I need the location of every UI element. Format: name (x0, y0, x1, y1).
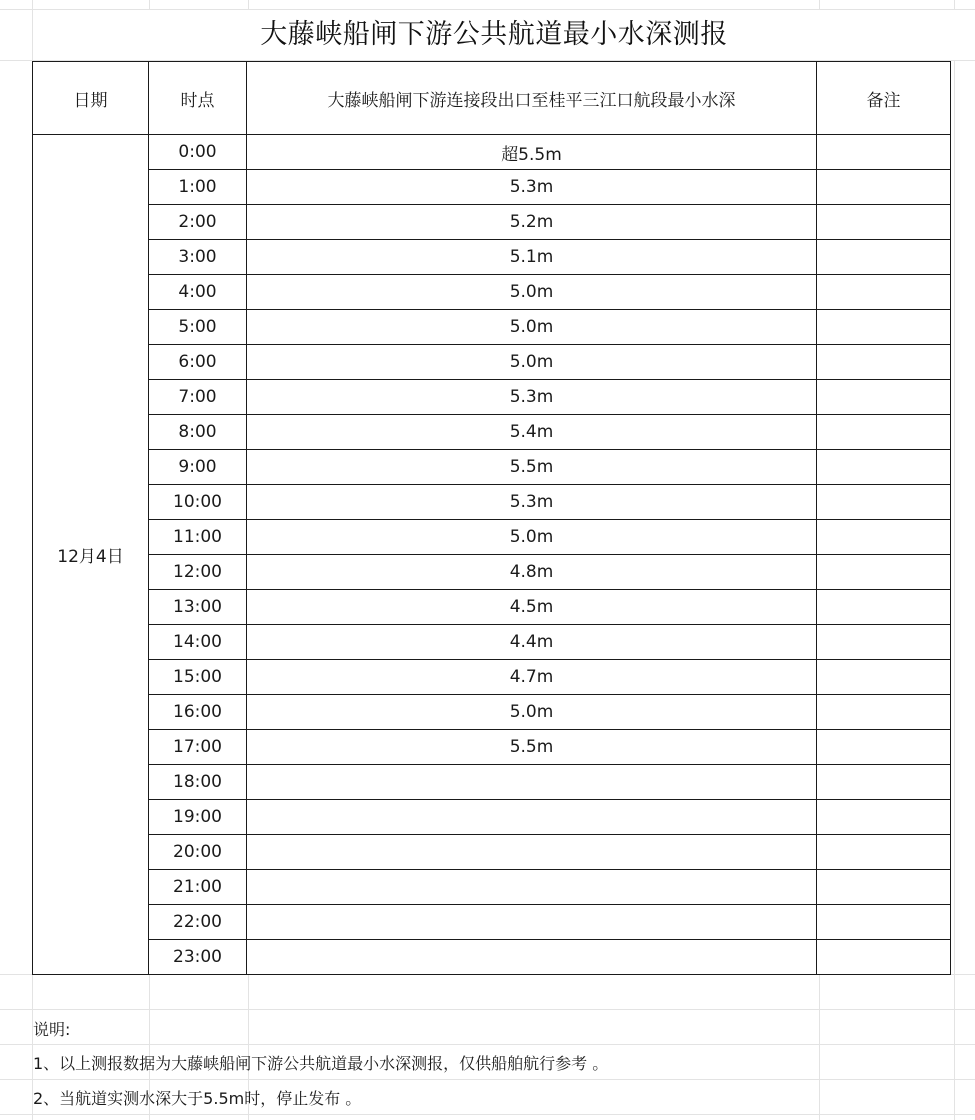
depth-cell (247, 870, 817, 905)
depth-cell (247, 765, 817, 800)
depth-cell: 5.0m (247, 520, 817, 555)
water-depth-table (32, 61, 951, 975)
table-row (33, 730, 951, 765)
depth-cell: 5.0m (247, 310, 817, 345)
depth-cell: 5.3m (247, 380, 817, 415)
note-cell (817, 240, 951, 275)
table-row (33, 695, 951, 730)
time-cell: 14:00 (149, 625, 247, 660)
time-cell: 16:00 (149, 695, 247, 730)
depth-cell: 4.4m (247, 625, 817, 660)
depth-cell: 超5.5m (247, 135, 817, 170)
depth-cell: 5.0m (247, 695, 817, 730)
depth-cell: 4.7m (247, 660, 817, 695)
page-title: 大藤峡船闸下游公共航道最小水深测报 (33, 10, 955, 60)
note-cell (817, 870, 951, 905)
time-cell: 6:00 (149, 345, 247, 380)
table-row (33, 240, 951, 275)
time-cell: 20:00 (149, 835, 247, 870)
depth-cell: 5.5m (247, 730, 817, 765)
table-row (33, 800, 951, 835)
note-cell (817, 520, 951, 555)
depth-cell: 5.2m (247, 205, 817, 240)
note-cell (817, 170, 951, 205)
table-row (33, 415, 951, 450)
time-cell: 22:00 (149, 905, 247, 940)
time-cell: 4:00 (149, 275, 247, 310)
table-row (33, 835, 951, 870)
table-row (33, 765, 951, 800)
note-cell (817, 310, 951, 345)
time-cell: 3:00 (149, 240, 247, 275)
depth-cell: 5.0m (247, 275, 817, 310)
note-cell (817, 380, 951, 415)
table-row (33, 870, 951, 905)
note-cell (817, 835, 951, 870)
header-note: 备注 (817, 62, 951, 135)
depth-cell: 5.0m (247, 345, 817, 380)
note-cell (817, 345, 951, 380)
note-cell (817, 205, 951, 240)
note-cell (817, 590, 951, 625)
table-row (33, 275, 951, 310)
time-cell: 12:00 (149, 555, 247, 590)
time-cell: 18:00 (149, 765, 247, 800)
note-cell (817, 450, 951, 485)
time-cell: 23:00 (149, 940, 247, 975)
depth-cell: 4.5m (247, 590, 817, 625)
table-row (33, 345, 951, 380)
table-row (33, 380, 951, 415)
header-depth: 大藤峡船闸下游连接段出口至桂平三江口航段最小水深 (247, 62, 817, 135)
time-cell: 5:00 (149, 310, 247, 345)
depth-cell (247, 905, 817, 940)
note-cell (817, 275, 951, 310)
time-cell: 19:00 (149, 800, 247, 835)
time-cell: 8:00 (149, 415, 247, 450)
table-row (33, 660, 951, 695)
note-cell (817, 555, 951, 590)
time-cell: 21:00 (149, 870, 247, 905)
table-row (33, 450, 951, 485)
table-row (33, 485, 951, 520)
table-row (33, 205, 951, 240)
note-cell (817, 135, 951, 170)
note-cell (817, 695, 951, 730)
table-header-row (33, 62, 951, 135)
time-cell: 0:00 (149, 135, 247, 170)
table-row (33, 520, 951, 555)
depth-cell: 4.8m (247, 555, 817, 590)
note-item-2: 2、当航道实测水深大于5.5m时，停止发布 。 (33, 1089, 362, 1108)
time-cell: 1:00 (149, 170, 247, 205)
table-row (33, 555, 951, 590)
header-time: 时点 (149, 62, 247, 135)
note-cell (817, 660, 951, 695)
note-cell (817, 940, 951, 975)
table-row (33, 940, 951, 975)
time-cell: 15:00 (149, 660, 247, 695)
time-cell: 11:00 (149, 520, 247, 555)
header-date: 日期 (33, 62, 149, 135)
time-cell: 10:00 (149, 485, 247, 520)
table-row (33, 625, 951, 660)
time-cell: 9:00 (149, 450, 247, 485)
table-row (33, 905, 951, 940)
note-cell (817, 415, 951, 450)
time-cell: 7:00 (149, 380, 247, 415)
note-cell (817, 765, 951, 800)
depth-cell: 5.5m (247, 450, 817, 485)
notes-heading: 说明: (33, 1020, 71, 1039)
table-body (33, 135, 951, 975)
time-cell: 13:00 (149, 590, 247, 625)
depth-cell: 5.1m (247, 240, 817, 275)
note-cell (817, 485, 951, 520)
depth-cell (247, 800, 817, 835)
depth-cell: 5.3m (247, 170, 817, 205)
depth-cell (247, 940, 817, 975)
table-row (33, 310, 951, 345)
date-cell: 12月4日 (33, 135, 149, 975)
note-cell (817, 730, 951, 765)
time-cell: 17:00 (149, 730, 247, 765)
note-cell (817, 800, 951, 835)
table-row (33, 590, 951, 625)
note-cell (817, 905, 951, 940)
depth-cell: 5.3m (247, 485, 817, 520)
table-row (33, 135, 951, 170)
note-item-1: 1、以上测报数据为大藤峡船闸下游公共航道最小水深测报，仅供船舶航行参考 。 (33, 1054, 609, 1073)
note-cell (817, 625, 951, 660)
time-cell: 2:00 (149, 205, 247, 240)
depth-cell: 5.4m (247, 415, 817, 450)
depth-cell (247, 835, 817, 870)
table-row (33, 170, 951, 205)
